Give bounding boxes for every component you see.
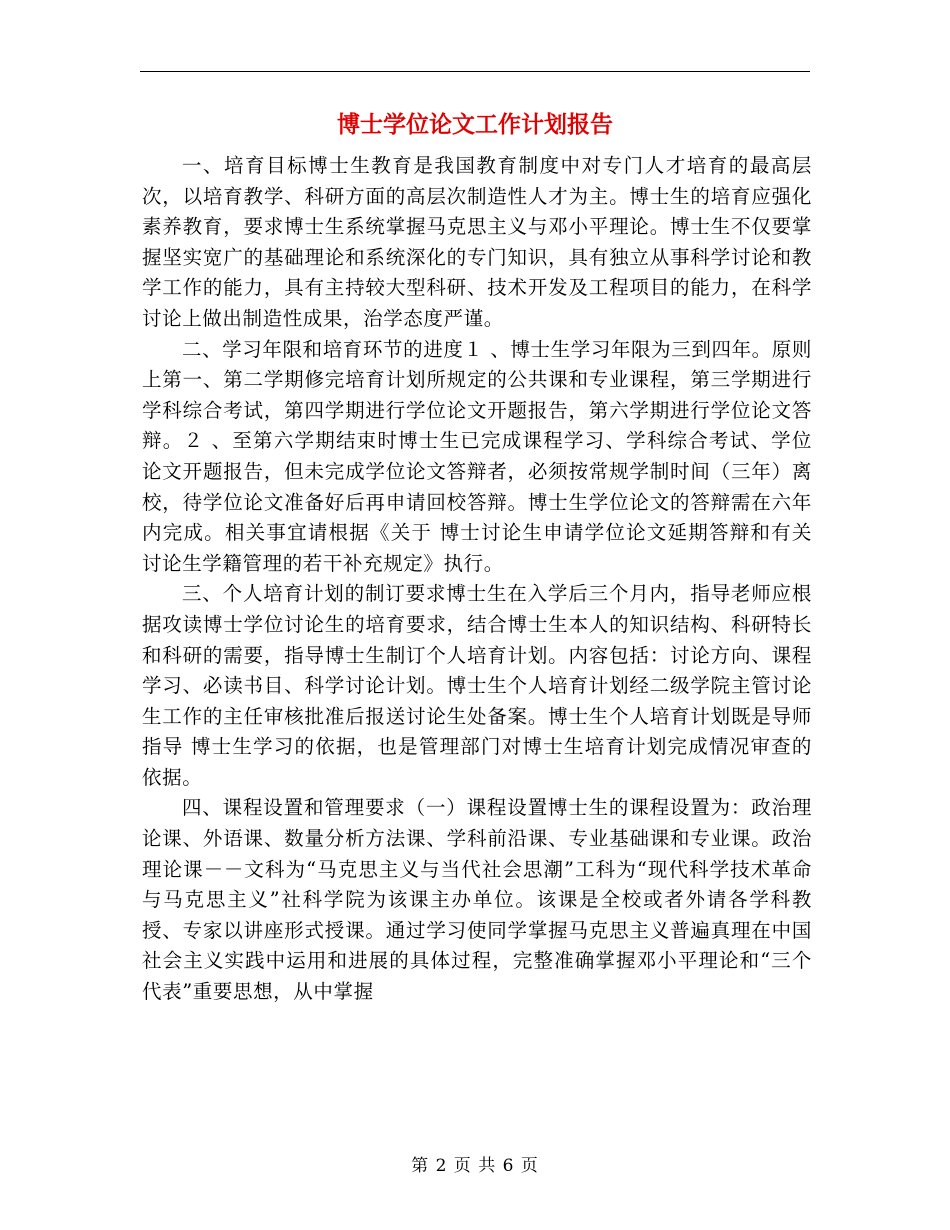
paragraph-1: 一、培育目标博士生教育是我国教育制度中对专门人才培育的最高层次，以培育教学、科研方面的高层次制造性人才为主。博士生的培育应强化素养教育，要求博士生系统掌握马克思主义与邓小平理论。博士生不仅要掌握坚实宽广的基础理论和系统深化的专门知识，具有独立从事科学讨论和教学工作的能力，具有主持较大型科研、技术开发及工程项目的能力，在科学讨论上做出制造性成果，治学态度严谨。 bbox=[142, 154, 812, 330]
page-number-footer: 第 2 页 共 6 页 bbox=[411, 1156, 539, 1176]
document-title: 博士学位论文工作计划报告 bbox=[337, 111, 613, 138]
paragraph-4: 四、课程设置和管理要求（一）课程设置博士生的课程设置为：政治理论课、外语课、数量分析方法课、学科前沿课、专业基础课和专业课。政治理论课－－文科为“马克思主义与当代社会思潮”工科为“现代科学技术革命与马克思主义”社科学院为该课主办单位。该课是全校或者外请各学科教授、专家以讲座形式授课。通过学习使同学掌握马克思主义普遍真理在中国社会主义实践中运用和进展的具体过程，完整准确掌握邓小平理论和“三个代表”重要思想，从中掌握 bbox=[142, 796, 812, 1004]
paragraph-2: 二、学习年限和培育环节的进度１ 、博士生学习年限为三到四年。原则上第一、第二学期修完培育计划所规定的公共课和专业课程，第三学期进行学科综合考试，第四学期进行学位论文开题报告，第六学期进行学位论文答辩。２ 、至第六学期结束时博士生已完成课程学习、学科综合考试、学位论文开题报告，但未完成学位论文答辩者，必须按常规学制时间（三年）离校，待学位论文准备好后再申请回校答辩。博士生学位论文的答辩需在六年内完成。相关事宜请根据《关于 博士讨论生申请学位论文延期答辩和有关讨论生学籍管理的若干补充规定》执行。 bbox=[142, 337, 812, 575]
paragraph-3: 三、个人培育计划的制订要求博士生在入学后三个月内，指导老师应根据攻读博士学位讨论生的培育要求，结合博士生本人的知识结构、科研特长和科研的需要，指导博士生制订个人培育计划。内容包括：讨论方向、课程学习、必读书目、科学讨论计划。博士生个人培育计划经二级学院主管讨论生工作的主任审核批准后报送讨论生处备案。博士生个人培育计划既是导师指导 博士生学习的依据，也是管理部门对博士生培育计划完成情况审查的依据。 bbox=[142, 582, 812, 789]
document-body bbox=[142, 151, 812, 1008]
header-rule bbox=[140, 71, 810, 72]
